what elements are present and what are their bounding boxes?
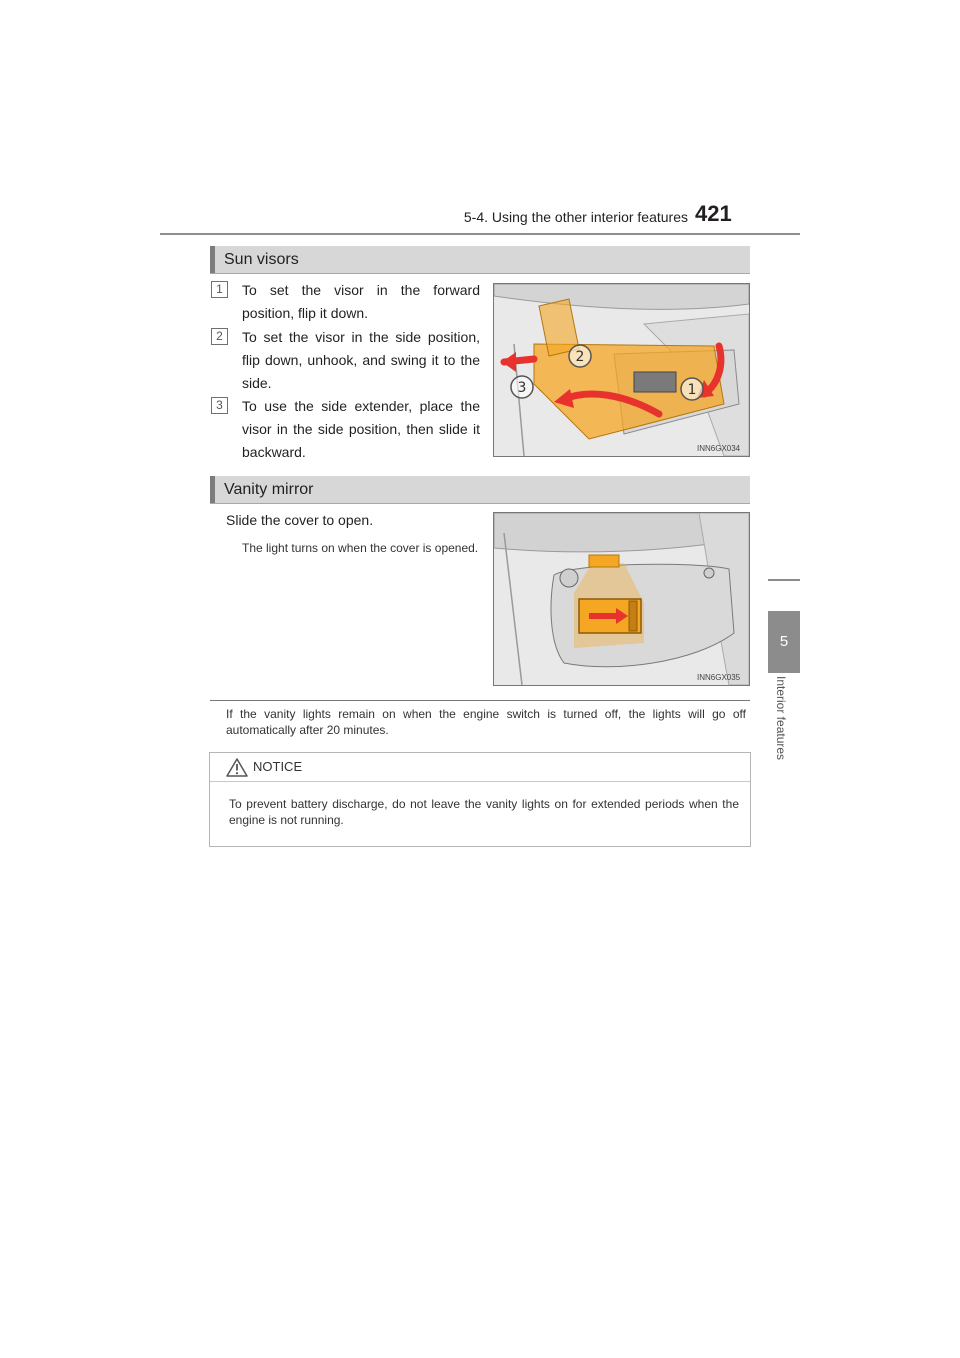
running-header-title: 5-4. Using the other interior features — [463, 209, 688, 225]
vanity-lights-info: If the vanity lights remain on when the engine switch is turned off, the lights will go off automatically after 20 minutes. — [226, 707, 746, 737]
step-3-badge: 3 — [211, 397, 228, 414]
step-3-text: To use the side extender, place the visor in the side position, then slide it backward. — [242, 398, 480, 460]
callout-3: 3 — [517, 380, 527, 396]
notice-box — [209, 752, 751, 847]
side-tab-rule — [768, 579, 800, 581]
vanity-mirror-drawing — [494, 513, 749, 685]
vanity-instruction: Slide the cover to open. — [226, 512, 374, 528]
chapter-tab: 5 — [768, 611, 800, 673]
callout-2: 2 — [575, 349, 585, 365]
step-1-badge: 1 — [211, 281, 228, 298]
notice-header-rule — [210, 781, 750, 782]
vanity-mirror-illustration — [493, 512, 750, 686]
step-2-badge: 2 — [211, 328, 228, 345]
illustration-code: INN6GX034 — [697, 444, 741, 453]
chapter-label — [770, 676, 798, 786]
page-number: 421 — [695, 201, 732, 226]
warning-triangle-icon — [226, 758, 248, 777]
step-1-text: To set the visor in the forward position, flip it down. — [242, 282, 480, 321]
vanity-note: The light turns on when the cover is opened. — [242, 541, 479, 555]
illustration-code: INN6GX035 — [697, 673, 741, 682]
sun-visor-illustration — [493, 283, 750, 457]
header-rule — [160, 233, 800, 235]
section-separator — [210, 700, 750, 701]
chapter-label-text: Interior features — [774, 676, 788, 761]
sun-visor-drawing — [494, 284, 749, 456]
step-2-text: To set the visor in the side position, flip down, unhook, and swing it to the side. — [242, 329, 480, 391]
sun-visors-heading-bar — [210, 246, 750, 274]
callout-1: 1 — [687, 382, 697, 398]
vanity-mirror-heading-bar — [210, 476, 750, 504]
sun-visors-heading: Sun visors — [224, 251, 299, 268]
vanity-mirror-heading: Vanity mirror — [224, 481, 314, 498]
notice-text: To prevent battery discharge, do not leave the vanity lights on for extended periods when the engine is not running. — [229, 797, 739, 827]
notice-label: NOTICE — [253, 759, 303, 774]
